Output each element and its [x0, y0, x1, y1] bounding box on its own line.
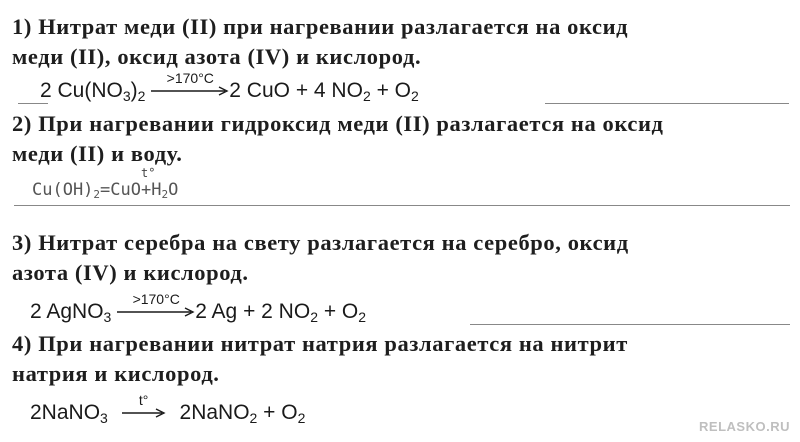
- task1-text-line1: Нитрат меди (II) при нагревании разлагается на оксид: [38, 14, 629, 39]
- task4-eq-rhs-sub: 2: [249, 410, 258, 426]
- task2-text-line1: При нагревании гидроксид меди (II) разлагается на оксид: [38, 111, 664, 136]
- task4-eq-rhs: 2NaNO: [179, 401, 250, 424]
- task1-eq-lhs-sub: 3: [122, 88, 131, 104]
- task2-equation: [32, 180, 178, 201]
- arrow-icon: [151, 85, 229, 97]
- task3-eq-rhs: 2 Ag + 2 NO: [195, 300, 311, 323]
- task1-eq-lhs-sub2: 2: [137, 88, 146, 104]
- task3-eq-lhs: 2 AgNO: [30, 300, 104, 323]
- task2-eq-lhs: Cu(OH): [32, 180, 94, 200]
- task3-text-line2: азота (IV) и кислород.: [12, 260, 249, 285]
- task2-eq-rhs-end: O: [168, 180, 179, 200]
- task3-eq-rhs2: + O: [317, 300, 359, 323]
- task3-line1: [12, 230, 629, 256]
- task2-temperature-mark: t°: [141, 166, 156, 180]
- task1-eq-rhs-sub2: 2: [411, 88, 419, 104]
- task3-equation: [30, 291, 367, 325]
- task1-eq-rhs-sub: 2: [362, 88, 371, 104]
- task3-eq-lhs-sub: 3: [103, 309, 112, 325]
- task3-reaction-arrow: [117, 291, 195, 318]
- task2-eq-lhs-sub: 2: [93, 188, 101, 201]
- task3-condition: >170°C: [132, 291, 180, 308]
- task4-condition: t°: [138, 392, 149, 409]
- task1-text-line2: меди (II), оксид азота (IV) и кислород.: [12, 44, 422, 69]
- task4-eq-lhs-sub: 3: [100, 410, 108, 426]
- task4-eq-rhs-sub2: 2: [297, 410, 306, 426]
- watermark: RELASKO.RU: [699, 419, 790, 434]
- answer-line: [18, 103, 48, 104]
- task2-eq-rhs-sub: 2: [161, 188, 169, 201]
- arrow-icon: [122, 407, 166, 419]
- task3-number: 3): [12, 230, 32, 255]
- task2-text-line2: меди (II) и воду.: [12, 141, 183, 166]
- task2-number: 2): [12, 111, 32, 136]
- task1-line1: [12, 14, 628, 40]
- answer-line: [545, 103, 789, 104]
- answer-line: [470, 324, 790, 325]
- task3-text-line1: Нитрат серебра на свету разлагается на серебро, оксид: [38, 230, 629, 255]
- task4-text-line2: натрия и кислород.: [12, 361, 220, 386]
- task4-eq-rhs2: + O: [257, 401, 298, 424]
- arrow-icon: [117, 306, 195, 318]
- task3-eq-rhs-sub: 2: [310, 309, 318, 325]
- task4-line1: [12, 331, 628, 357]
- task3-eq-rhs-sub2: 2: [358, 309, 367, 325]
- task1-condition: >170°C: [166, 70, 214, 87]
- task1-eq-rhs2: + O: [370, 79, 412, 102]
- task1-number: 1): [12, 14, 32, 39]
- task1-eq-rhs: 2 CuO + 4 NO: [229, 79, 363, 102]
- task4-eq-lhs: 2NaNO: [30, 401, 101, 424]
- task1-eq-lhs: 2 Cu(NO: [40, 79, 123, 102]
- task1-reaction-arrow: [151, 70, 229, 97]
- task1-equation: [40, 70, 419, 104]
- task4-number: 4): [12, 331, 32, 356]
- task4-equation: [30, 392, 306, 426]
- answer-line: [14, 205, 790, 206]
- task2-line1: [12, 111, 664, 137]
- task2-eq-rhs: =CuO+H: [100, 180, 162, 200]
- task1-eq-lhs-close: ): [130, 79, 138, 102]
- task4-reaction-arrow: [122, 392, 166, 419]
- task4-text-line1: При нагревании нитрат натрия разлагается на нитрит: [38, 331, 628, 356]
